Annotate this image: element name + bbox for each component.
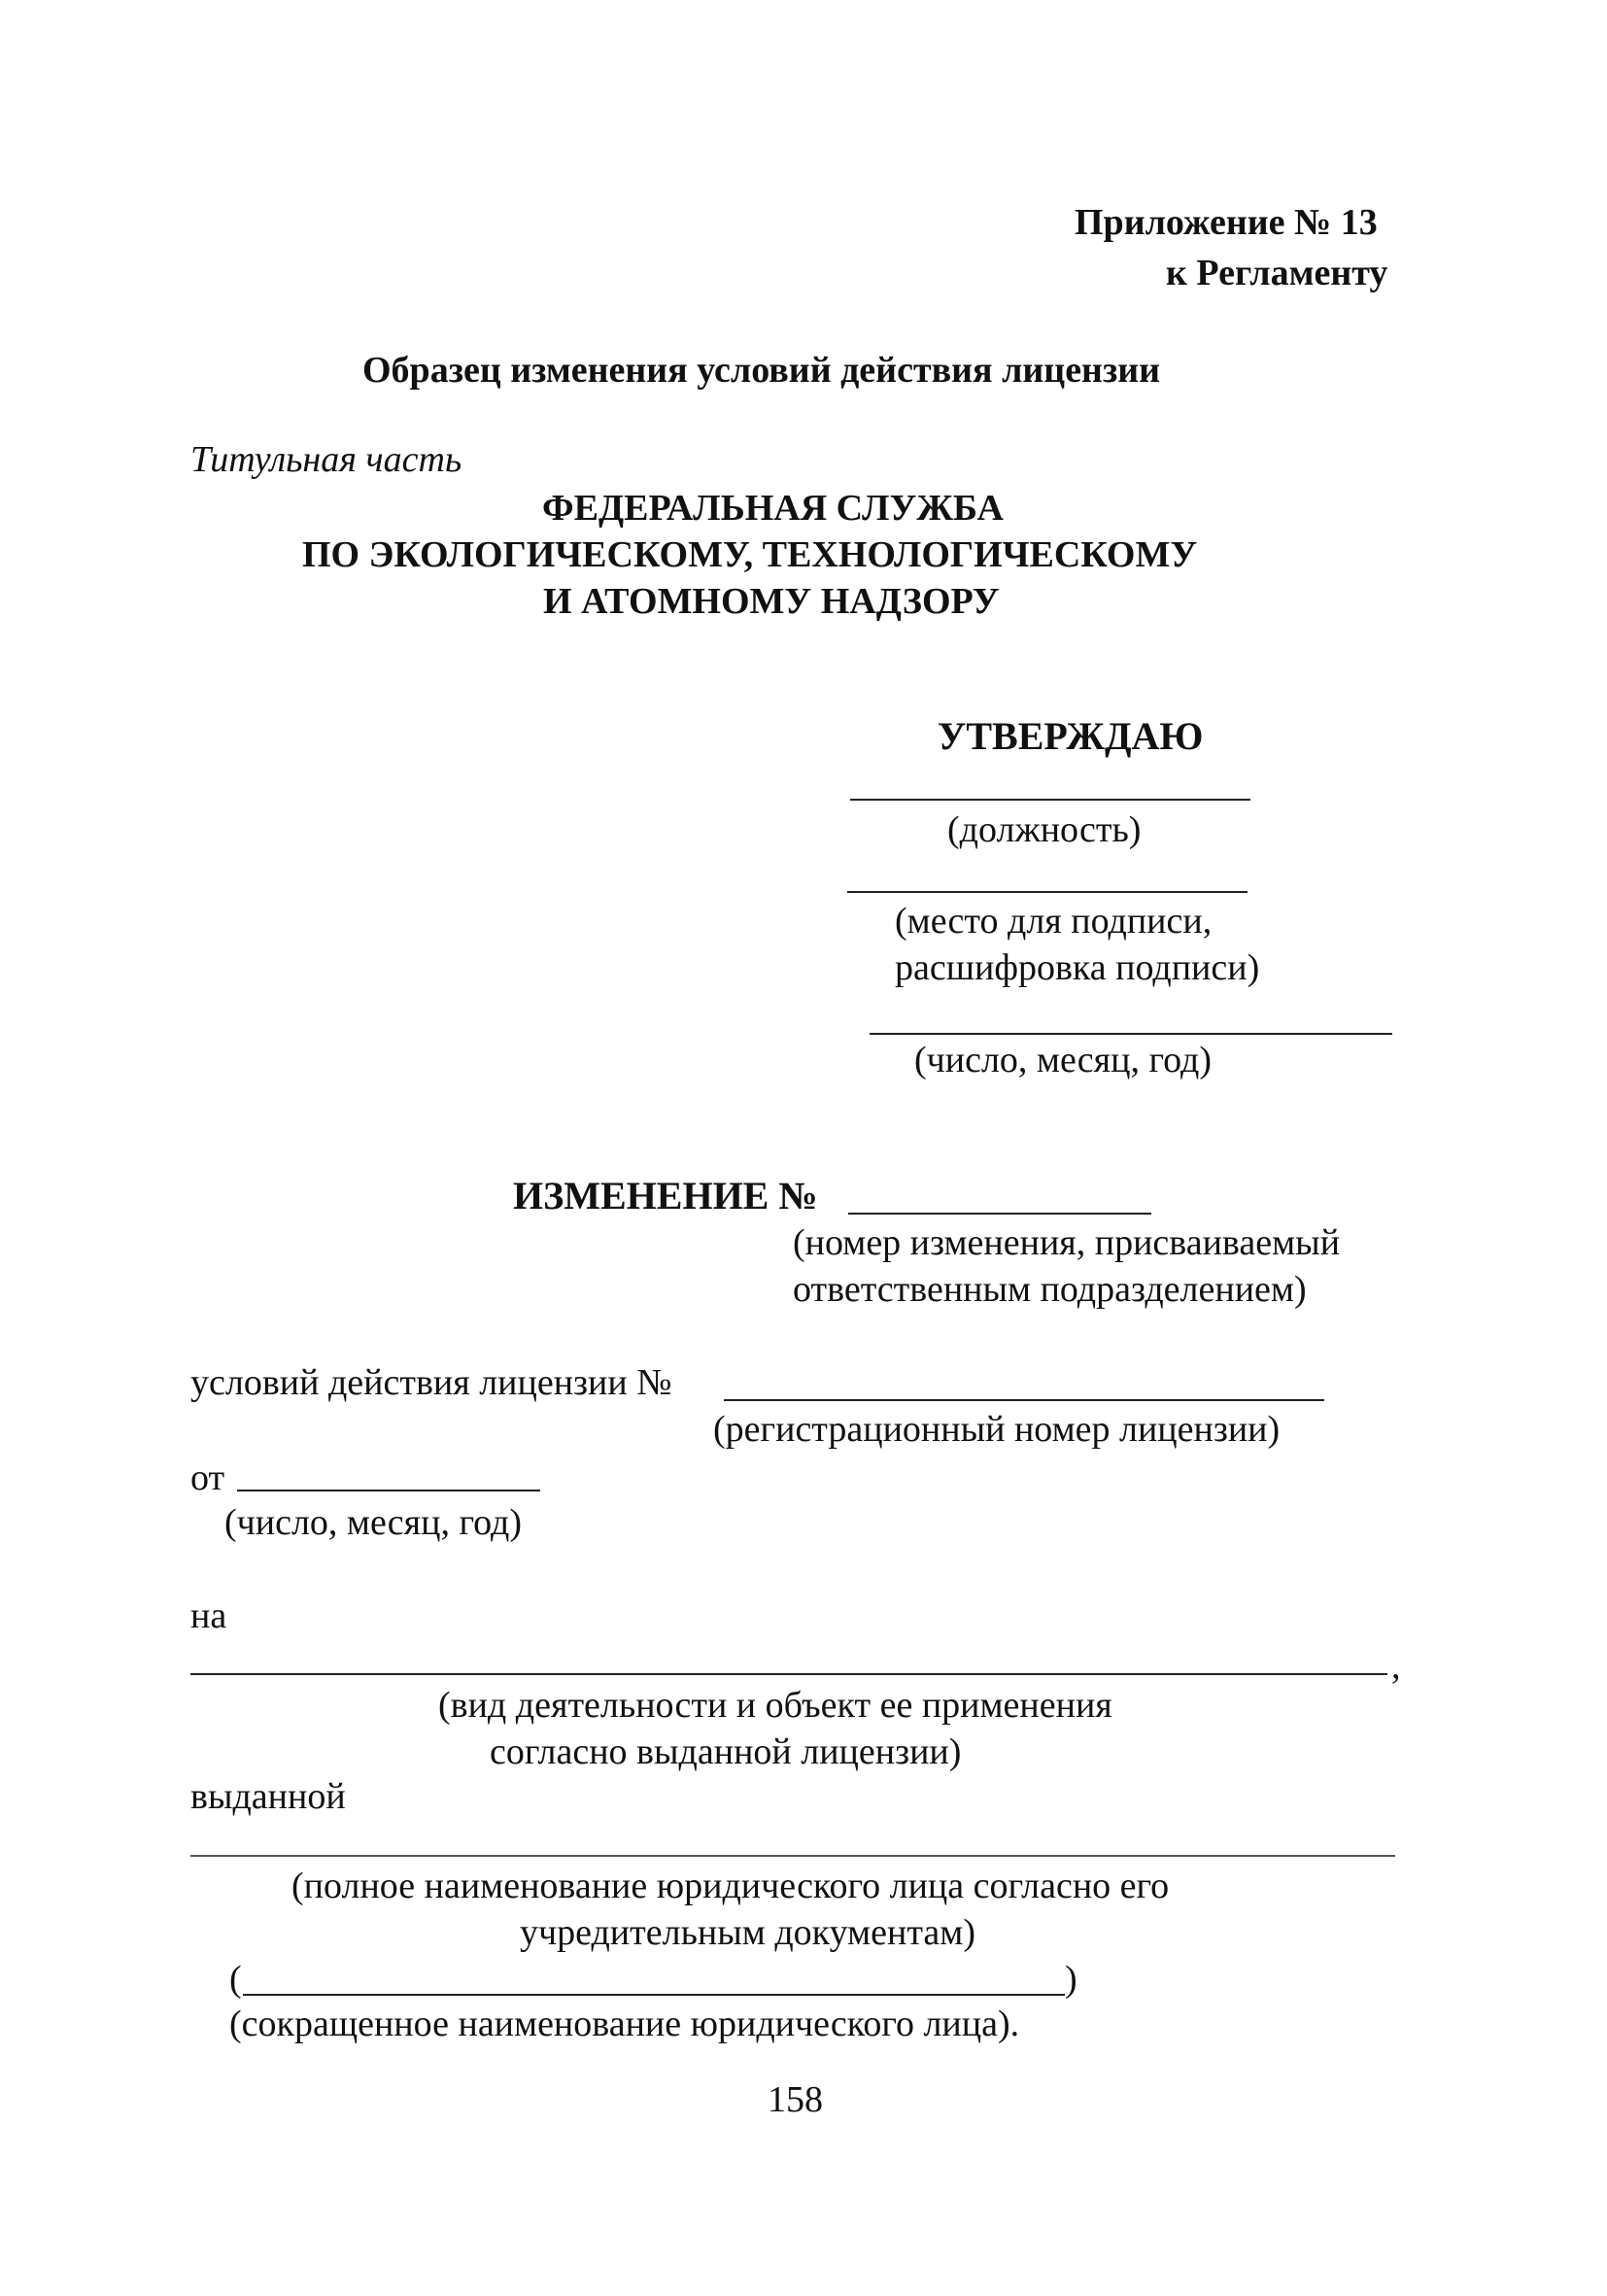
entity-short-name-line [243, 1994, 1065, 1996]
document-title: Образец изменения условий действия лицензии [362, 350, 1161, 391]
approval-date-line [870, 1033, 1392, 1035]
license-date-hint: (число, месяц, год) [224, 1502, 523, 1543]
signature-hint-2: расшифровка подписи) [895, 947, 1260, 988]
license-label: условий действия лицензии № [190, 1362, 672, 1403]
change-number-hint-2: ответственным подразделением) [793, 1269, 1307, 1310]
signature-line [847, 891, 1248, 893]
entity-hint-1: (полное наименование юридического лица согласно его [291, 1866, 1170, 1906]
page-number: 158 [768, 2079, 823, 2120]
approval-date-hint: (число, месяц, год) [914, 1040, 1213, 1080]
activity-line [190, 1673, 1387, 1675]
license-number-line [724, 1399, 1324, 1401]
approval-heading: УТВЕРЖДАЮ [938, 714, 1204, 758]
agency-line-1: ФЕДЕРАЛЬНАЯ СЛУЖБА [542, 488, 1004, 529]
short-name-open-paren: ( [229, 1959, 242, 2000]
issued-label: выданной [190, 1776, 346, 1817]
position-line [850, 799, 1250, 801]
section-label: Титульная часть [190, 439, 462, 480]
change-number-line [848, 1213, 1151, 1215]
signature-hint-1: (место для подписи, [895, 901, 1213, 942]
activity-hint-2: согласно выданной лицензии) [490, 1731, 962, 1772]
change-heading: ИЗМЕНЕНИЕ № [513, 1174, 818, 1217]
change-number-hint-1: (номер изменения, присваиваемый [793, 1222, 1341, 1263]
appendix-to-regulation: к Регламенту [1166, 253, 1388, 293]
activity-line-comma: , [1391, 1646, 1401, 1687]
position-hint: (должность) [947, 809, 1142, 850]
appendix-number: Приложение № 13 [1075, 202, 1378, 243]
activity-hint-1: (вид деятельности и объект ее применения [438, 1685, 1112, 1726]
entity-hint-2: учредительным документам) [520, 1912, 975, 1953]
short-name-close-paren: ) [1065, 1959, 1077, 2000]
agency-line-2: ПО ЭКОЛОГИЧЕСКОМУ, ТЕХНОЛОГИЧЕСКОМУ [302, 534, 1198, 575]
license-date-line [237, 1490, 540, 1491]
short-name-hint: (сокращенное наименование юридического лица). [229, 2004, 1020, 2044]
entity-full-name-line [190, 1855, 1395, 1857]
from-label: от [190, 1457, 225, 1498]
on-label: на [190, 1595, 227, 1636]
reg-number-hint: (регистрационный номер лицензии) [713, 1409, 1281, 1450]
agency-line-3: И АТОМНОМУ НАДЗОРУ [543, 581, 1000, 622]
